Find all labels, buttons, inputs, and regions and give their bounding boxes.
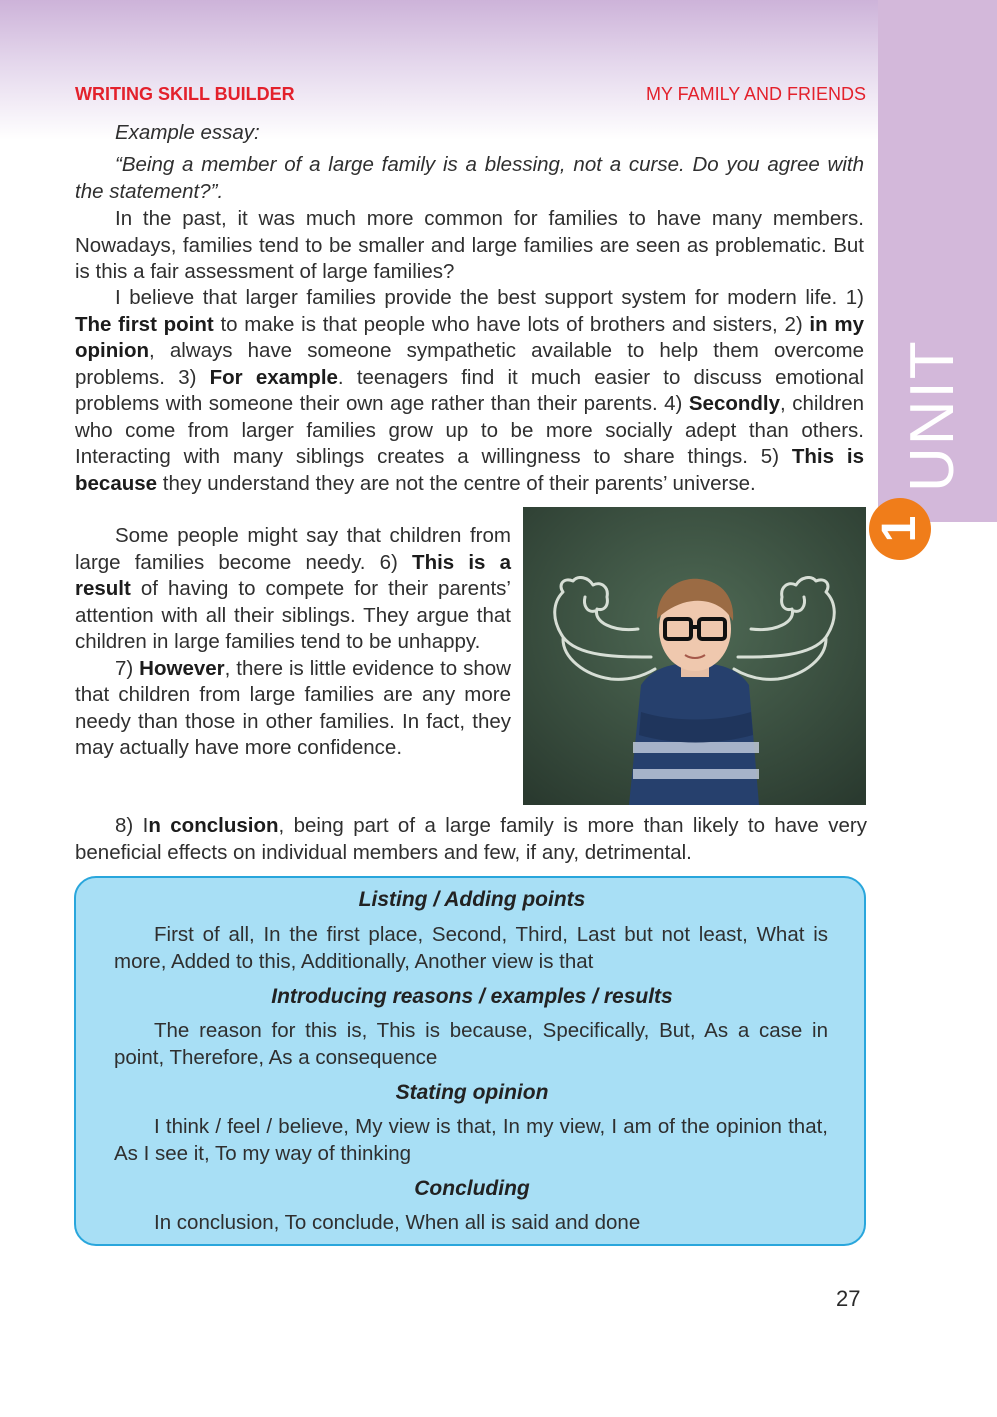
unit-number: 1 <box>873 515 926 543</box>
phrase-heading-reasons: Introducing reasons / examples / results <box>271 985 673 1008</box>
useful-phrases-box <box>74 876 866 1246</box>
text-run: they understand they are not the centre of their parents’ universe. <box>157 471 756 495</box>
chapter-title: MY FAMILY AND FRIENDS <box>645 84 866 104</box>
linker-phrase: This is because <box>75 445 864 495</box>
page-number: 27 <box>836 1286 861 1311</box>
phrase-list-opinion: I think / feel / believe, My view is that, In my view, I am of the opinion that, As I see it, To my way of thinking <box>114 1115 828 1165</box>
linker-phrase: in my opinion <box>75 312 865 362</box>
linker-phrase: However <box>139 656 225 680</box>
phrase-heading-concluding: Concluding <box>414 1177 530 1200</box>
text-run: , being part of a large family is more than likely to have very beneficial effects on individual members and few, if any, detrimental. <box>75 814 867 864</box>
essay-paragraph-5 <box>75 813 867 866</box>
text-run: 7) <box>115 656 140 680</box>
linker-phrase: n conclusion <box>148 814 279 837</box>
text-run: 8) I <box>115 814 149 837</box>
phrase-heading-opinion: Stating opinion <box>395 1081 549 1104</box>
text-run: to make is that people who have lots of brothers and sisters, 2) <box>213 312 810 336</box>
phrase-list-listing: First of all, In the first place, Second, Third, Last but not least, What is more, Added to this, Additionally, Another view is that <box>114 923 828 973</box>
photo-illustration <box>523 507 866 805</box>
header-band <box>0 0 878 140</box>
phrase-heading-listing: Listing / Adding points <box>358 888 586 911</box>
essay-label: Example essay: <box>115 121 260 144</box>
essay-paragraph-4 <box>75 656 511 762</box>
linker-phrase: This is a result <box>75 550 511 600</box>
phrase-list-reasons: The reason for this is, This is because, Specifically, But, As a case in point, Therefore, As a consequence <box>114 1019 828 1069</box>
essay-paragraph-2 <box>75 285 864 497</box>
text-run: I believe that larger families provide the best support system for modern life. 1) <box>115 286 864 309</box>
linker-phrase: Secondly <box>688 392 781 415</box>
text-run: . teenagers find it much easier to discuss emotional problems with someone their own age rather than their parents. 4) <box>75 365 864 415</box>
essay-paragraph-1: In the past, it was much more common for families to have many members. Nowadays, families tend to be smaller and large families are seen as problematic. But is this a fair assessment of large families? <box>75 207 864 283</box>
text-run: of having to compete for their parents’ attention with all their siblings. They argue that children in large families tend to be unhappy. <box>75 577 511 653</box>
unit-label: UNIT <box>898 339 967 492</box>
phrase-list-concluding: In conclusion, To conclude, When all is said and done <box>154 1211 641 1234</box>
text-run: , children who come from larger families grow up to be more socially adept than others. Interacting with many siblings creates a willingness to share things. 5) <box>75 392 864 468</box>
linker-phrase: For example <box>209 365 338 389</box>
text-run: , there is little evidence to show that children from large families are any more needy than those in other families. In fact, they may actually have more confidence. <box>75 656 511 759</box>
text-run: , always have someone sympathetic available to help them overcome problems. 3) <box>75 339 864 389</box>
essay-left-column <box>75 523 511 762</box>
boy-chalk-muscles-photo <box>523 507 866 805</box>
section-title: WRITING SKILL BUILDER <box>75 84 295 104</box>
essay-prompt: “Being a member of a large family is a blessing, not a curse. Do you agree with the statement?”. <box>75 153 864 203</box>
essay-paragraph-3 <box>75 523 511 656</box>
text-run: Some people might say that children from large families become needy. 6) <box>75 524 511 574</box>
linker-phrase: The first point <box>75 312 214 336</box>
